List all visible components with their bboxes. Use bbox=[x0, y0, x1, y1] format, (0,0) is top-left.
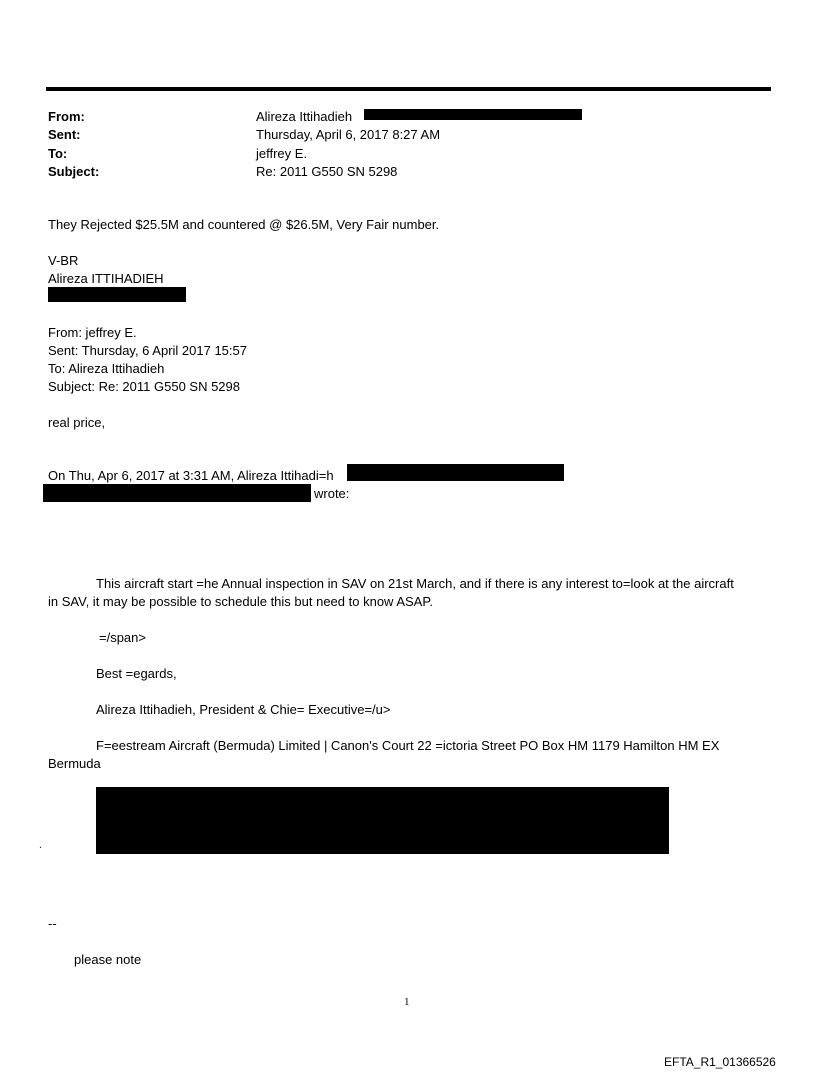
inner-span-text: =/span> bbox=[99, 630, 146, 645]
header-rule bbox=[46, 87, 771, 91]
redaction-block-large bbox=[96, 787, 669, 854]
signature-name: Alireza ITTIHADIEH bbox=[48, 271, 164, 286]
inner-title: Alireza Ittihadieh, President & Chie= Executive=/u> bbox=[96, 702, 391, 717]
quoted-subject: Subject: Re: 2011 G550 SN 5298 bbox=[48, 379, 240, 394]
body-line: They Rejected $25.5M and countered @ $26.5M, Very Fair number. bbox=[48, 217, 440, 232]
page-number: 1 bbox=[404, 996, 410, 1008]
inner-paragraph: This aircraft start =he Annual inspection in SAV on 21st March, and if there is any interest to=look at the aircraft bbox=[96, 576, 734, 591]
quoted-on-line: On Thu, Apr 6, 2017 at 3:31 AM, Alireza Ittihadi=h bbox=[48, 468, 334, 483]
sent-value: Thursday, April 6, 2017 8:27 AM bbox=[256, 127, 441, 142]
quoted-sent: Sent: Thursday, 6 April 2017 15:57 bbox=[48, 343, 247, 358]
footer-document-id: EFTA_R1_01366526 bbox=[664, 1055, 776, 1069]
quoted-from: From: jeffrey E. bbox=[48, 325, 137, 340]
signature-short: V-BR bbox=[48, 253, 79, 268]
inner-company: F=eestream Aircraft (Bermuda) Limited | Canon's Court 22 =ictoria Street PO Box HM 1179 Hamilton HM EX bbox=[96, 738, 720, 753]
quoted-wrote: wrote: bbox=[314, 486, 350, 501]
redaction-email-1 bbox=[347, 464, 564, 481]
inner-regards: Best =egards, bbox=[96, 666, 177, 681]
stray-dot: . bbox=[39, 840, 42, 851]
inner-company-cont: Bermuda bbox=[48, 756, 101, 771]
subject-value: Re: 2011 G550 SN 5298 bbox=[256, 164, 398, 179]
subject-label: Subject: bbox=[48, 164, 100, 179]
to-label: To: bbox=[48, 146, 68, 161]
sent-label: Sent: bbox=[48, 127, 81, 142]
redaction-email-2 bbox=[43, 484, 311, 502]
redaction-signature bbox=[48, 287, 186, 302]
redaction-from-email bbox=[364, 109, 582, 120]
to-value: jeffrey E. bbox=[256, 146, 308, 161]
separator-dashes: -- bbox=[48, 916, 57, 931]
from-label: From: bbox=[48, 109, 85, 124]
please-note: please note bbox=[74, 952, 142, 967]
inner-paragraph-cont: in SAV, it may be possible to schedule this but need to know ASAP. bbox=[48, 594, 433, 609]
quoted-to: To: Alireza Ittihadieh bbox=[48, 361, 165, 376]
from-value: Alireza Ittihadieh bbox=[256, 109, 353, 124]
quoted-body: real price, bbox=[48, 415, 106, 430]
